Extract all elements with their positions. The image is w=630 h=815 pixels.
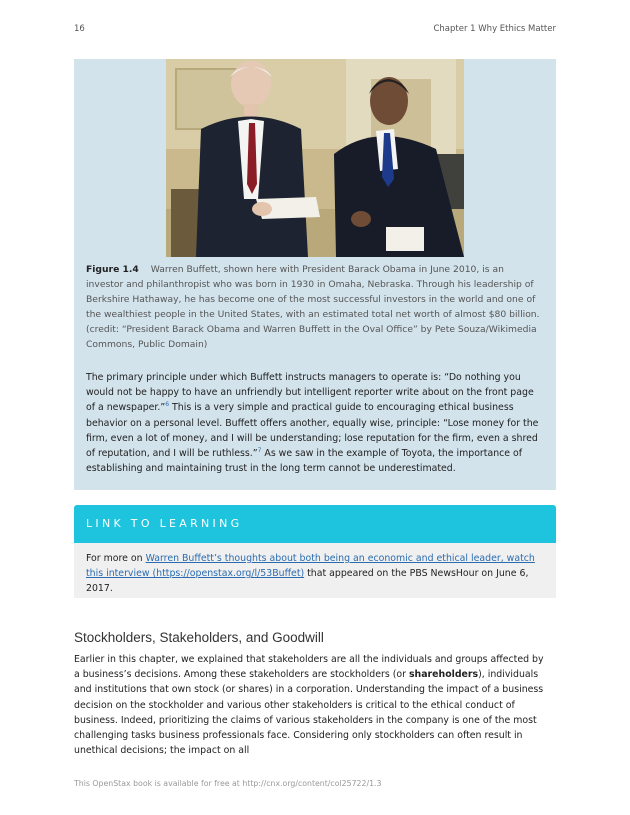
link-to-learning-prefix: For more on <box>86 553 146 564</box>
link-to-learning-title: LINK TO LEARNING <box>86 517 243 530</box>
footnote-7[interactable]: 7 <box>257 446 262 454</box>
buffett-interview-link[interactable]: Warren Buffett’s thoughts about both being an economic and ethical leader, watch this interview (https://openstax.org/l/53Buffet) <box>86 553 535 579</box>
figure-caption-text: Warren Buffett, shown here with President Barack Obama in June 2010, is an investor and philanthropist who was born in 1930 in Omaha, Nebraska. Through his leadership of Berkshire Hathaway, he has become one of the most successful investors in the world and one of the wealthiest people in the United States, with an estimated total net worth of almost $80 billion. (credit: “President Barack Obama and Warren Buffett in the Oval Office” by Pete Souza/Wikimedia Commons, Public Domain) <box>86 264 540 350</box>
shareholders-term: shareholders <box>408 669 479 681</box>
feature-paragraph-part1: The primary principle under which Buffett instructs managers to operate is: “Do nothing you would not be happy to have an unfriendly but intelligent reporter write about on the front page of a newspaper.” <box>86 372 534 414</box>
figure-photo <box>166 59 464 257</box>
section-text-part1: Earlier in this chapter, we explained that stakeholders are all the individuals and groups affected by a business’s decisions. Among these stakeholders are stockholders (or <box>74 654 544 681</box>
feature-paragraph-part3: As we saw in the example of Toyota, the importance of establishing and maintaining trust in the long term cannot be underestimated. <box>86 448 523 475</box>
footnote-6[interactable]: 6 <box>165 401 170 409</box>
chapter-header: Chapter 1 Why Ethics Matter <box>433 24 556 34</box>
page-footer: This OpenStax book is available for free at http://cnx.org/content/col25722/1.3 <box>74 779 382 788</box>
page-number: 16 <box>74 24 85 34</box>
section-paragraph <box>74 652 544 758</box>
figure-label: Figure 1.4 <box>86 264 139 275</box>
link-to-learning-suffix: that appeared on the PBS NewsHour on June 6, 2017. <box>86 568 529 594</box>
link-to-learning-header <box>74 505 556 543</box>
link-to-learning-body <box>74 543 556 598</box>
feature-box <box>74 59 556 490</box>
section-text-part2: ), individuals and institutions that own stock (or shares) in a corporation. Understanding the impact of a business decision on the stockholder and various other stakeholders is critical to the ethical conduct of business. Indeed, prioritizing the claims of various stakeholders in the company is one of the most challenging tasks business professionals face. Considering only stockholders can often result in unethical decisions; the impact on all <box>74 669 544 757</box>
link-to-learning-text <box>86 551 542 596</box>
figure-caption <box>86 262 544 352</box>
oval-office-photo <box>166 59 464 257</box>
feature-paragraph <box>86 370 542 476</box>
feature-paragraph-part2: This is a very simple and practical guide to encouraging ethical business behavior on a personal level. Buffett offers another, equally wise, principle: “Lose money for the firm, even a lot of money, and I will be understanding; lose reputation for the firm, even a shred of reputation, and I will be ruthless.” <box>86 402 539 460</box>
section-heading: Stockholders, Stakeholders, and Goodwill <box>74 630 324 645</box>
